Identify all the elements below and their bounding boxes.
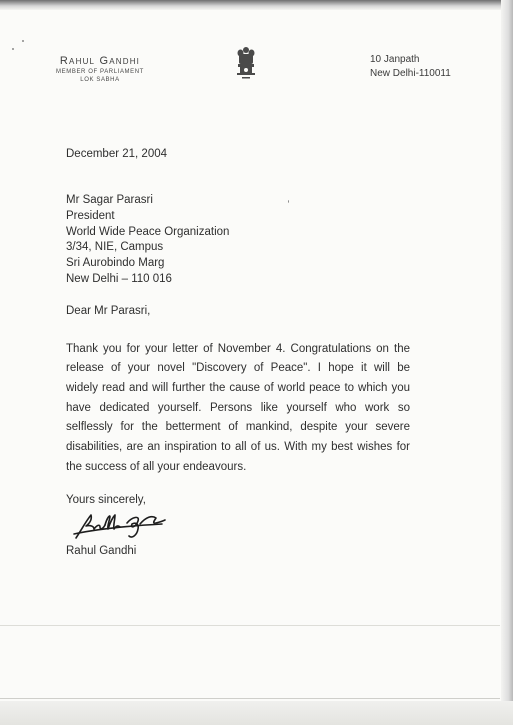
recipient-line: 3/34, NIE, Campus [66, 241, 164, 253]
body-line: disabilities, are an inspiration to all of us. With my best wishes for [66, 441, 410, 453]
recipient-line: Sri Aurobindo Marg [66, 257, 165, 269]
body-line: the success of all your endeavours. [66, 461, 247, 473]
handwritten-signature [72, 509, 168, 541]
letter-date: December 21, 2004 [66, 148, 168, 160]
address-line-1: 10 Janpath [370, 54, 420, 65]
address-line-2: New Delhi-110011 [370, 68, 451, 79]
national-emblem-icon [234, 44, 258, 88]
body-line: selflessly for the betterment of mankind, despite your severe [66, 421, 410, 433]
scan-speck [12, 48, 14, 50]
scan-speck [288, 200, 289, 203]
letterhead-house: LOK SABHA [80, 77, 120, 83]
scan-right-edge [501, 0, 513, 725]
letterhead-title: MEMBER OF PARLIAMENT [56, 69, 144, 75]
body-line: have dedicated yourself. Persons like yourself who work so [66, 402, 410, 414]
scan-top-edge [0, 0, 513, 10]
body-line: widely read and will further the cause of world peace to which you [66, 382, 410, 394]
body-line: Thank you for your letter of November 4. Congratulations on the [66, 343, 410, 355]
fold-line [0, 625, 500, 626]
letterhead-name: Rahul Gandhi [59, 55, 141, 67]
recipient-line: President [66, 210, 115, 222]
closing: Yours sincerely, [66, 494, 146, 506]
salutation: Dear Mr Parasri, [66, 305, 151, 317]
recipient-line: Mr Sagar Parasri [66, 194, 153, 206]
scan-bottom-edge [0, 701, 513, 725]
recipient-line: World Wide Peace Organization [66, 226, 230, 238]
body-line: release of your novel "Discovery of Peace". I hope it will be [66, 362, 410, 374]
recipient-line: New Delhi – 110 016 [66, 273, 172, 285]
signatory-name: Rahul Gandhi [66, 545, 137, 557]
scan-speck [22, 40, 24, 42]
paper-bottom-edge [0, 698, 500, 699]
